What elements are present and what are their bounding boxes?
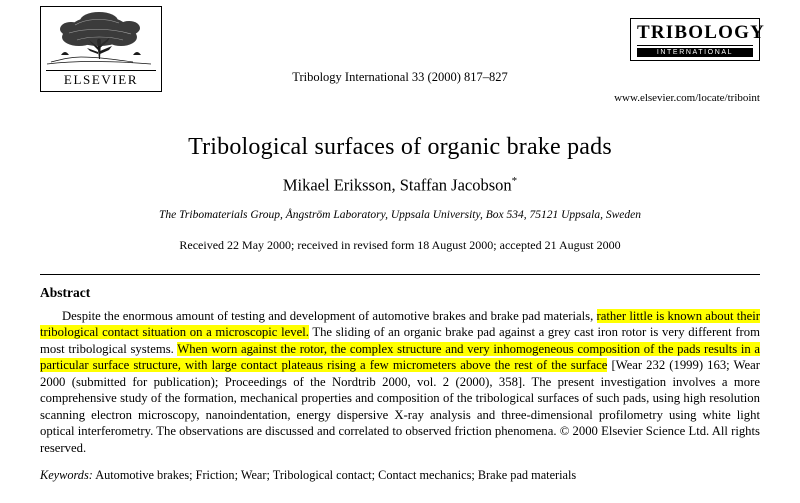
tree-icon xyxy=(41,7,161,69)
abstract-text-part3: [Wear 232 (1999) 163; Wear 2000 (submitted for publication); Proceedings of the Nordtrib 2000, vol. 2 (2000), 358]. The present investigation involves a more comprehensive study of the formation, mechanical properties and composition of the tribological surfaces of such pads, using high resolution scanning electron microscopy, nanoindentation, energy dispersive X-ray analysis and three-dimensional profilometry using white light optical interferometry. The observations are discussed and correlated to observed friction phenomena. © 2000 Elsevier Science Ltd. All rights reserved. xyxy=(40,358,760,455)
highlighted-text-1: rather little is known about their tribological contact situation on a microscopic level. xyxy=(40,308,760,339)
journal-logo-subtitle: INTERNATIONAL xyxy=(637,48,753,57)
abstract-text-part1: Despite the enormous amount of testing and development of automotive brakes and brake pad materials, xyxy=(62,308,597,323)
keywords xyxy=(40,468,760,483)
page-title: Tribological surfaces of organic brake pads xyxy=(188,134,612,160)
journal-logo-divider xyxy=(637,45,753,46)
tribology-international-logo xyxy=(630,18,765,61)
corresponding-author-marker: * xyxy=(511,175,518,187)
journal-logo-title: TRIBOLOGY xyxy=(637,22,765,43)
journal-website-url[interactable]: www.elsevier.com/locate/triboint xyxy=(614,92,760,104)
keywords-label: Keywords: xyxy=(40,468,93,482)
affiliation: The Tribomaterials Group, Ångström Laboratory, Uppsala University, Box 534, 75121 Uppsala, Sweden xyxy=(159,208,641,221)
abstract-body xyxy=(40,308,760,457)
section-divider xyxy=(40,274,760,275)
author-names: Mikael Eriksson, Staffan Jacobson xyxy=(282,175,512,195)
author-list xyxy=(40,175,760,196)
abstract-text-part2: The sliding of an organic brake pad against a grey cast iron rotor is very different from most tribological systems. xyxy=(40,325,760,356)
keywords-value: Automotive brakes; Friction; Wear; Tribological contact; Contact mechanics; Brake pad materials xyxy=(92,468,577,482)
elsevier-wordmark: ELSEVIER xyxy=(63,72,139,87)
abstract-heading: Abstract xyxy=(40,284,91,300)
page-header xyxy=(40,0,765,112)
journal-reference: Tribology International 33 (2000) 817–827 xyxy=(292,70,508,84)
received-dates: Received 22 May 2000; received in revised form 18 August 2000; accepted 21 August 2000 xyxy=(179,237,621,252)
highlighted-text-2: When worn against the rotor, the complex structure and very inhomogeneous composition of the pads results in a particular surface structure, with large contact plateaus rising a few micrometers above the rest of the surface xyxy=(40,341,760,372)
